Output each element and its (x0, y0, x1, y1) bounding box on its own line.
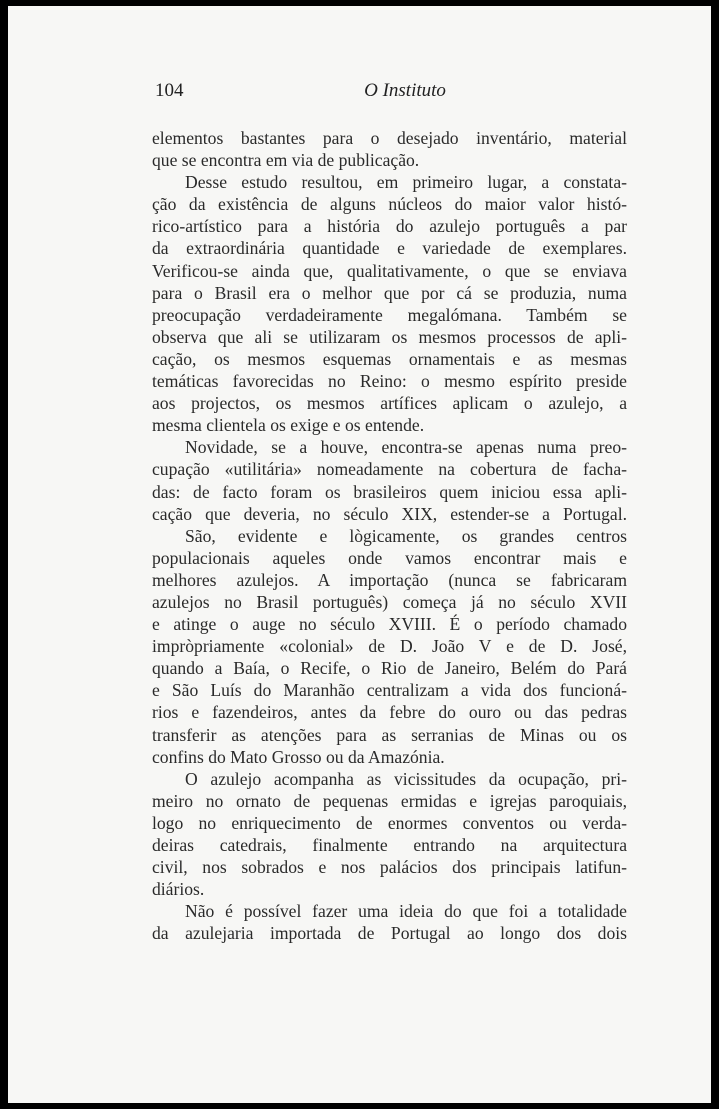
page-header (155, 80, 627, 108)
text-line: e atinge o auge no século XVIII. É o período chamado (152, 614, 627, 635)
text-line: azulejos no Brasil português) começa já no século XVII (152, 591, 627, 612)
text-line: mesma clientela os exige e os entende. (152, 415, 425, 436)
text-line: civil, nos sobrados e nos palácios dos principais latifun- (152, 857, 627, 878)
text-line: cação, os mesmos esquemas ornamentais e as mesmas (152, 348, 627, 369)
text-line: quando a Baía, o Recife, o Rio de Janeiro, Belém do Pará (152, 658, 627, 679)
text-line: que se encontra em via de publicação. (152, 150, 420, 171)
text-line: ção da existência de alguns núcleos do maior valor histó- (152, 194, 627, 215)
text-line: diários. (152, 879, 205, 900)
body-text (152, 127, 627, 944)
text-line: aos projectos, os mesmos artífices aplicam o azulejo, a (152, 393, 627, 414)
text-line: Não é possível fazer uma ideia do que foi a totalidade (185, 901, 627, 922)
text-line: melhores azulejos. A importação (nunca se fabricaram (152, 569, 627, 590)
text-line: observa que ali se utilizaram os mesmos processos de apli- (152, 326, 627, 347)
text-line: confins do Mato Grosso ou da Amazónia. (152, 746, 445, 767)
text-line: da extraordinária quantidade e variedade de exemplares. (152, 238, 627, 259)
text-line: Verificou-se ainda que, qualitativamente, o que se enviava (152, 260, 627, 281)
text-line: O azulejo acompanha as vicissitudes da ocupação, pri- (185, 768, 627, 789)
text-line: meiro no ornato de pequenas ermidas e igrejas paroquiais, (152, 790, 627, 811)
text-line: elementos bastantes para o desejado inventário, material (152, 128, 627, 148)
text-line: das: de facto foram os brasileiros quem iniciou essa apli- (152, 481, 627, 502)
text-line: cupação «utilitária» nomeadamente na cobertura de facha- (152, 459, 627, 480)
running-title: O Instituto (364, 80, 446, 101)
page-number: 104 (155, 80, 184, 101)
text-line: transferir as atenções para as serranias de Minas ou os (152, 724, 627, 745)
text-line: deiras catedrais, finalmente entrando na arquitectura (152, 835, 627, 855)
text-line: populacionais aqueles onde vamos encontrar mais e (152, 547, 627, 568)
text-line: da azulejaria importada de Portugal ao longo dos dois (152, 923, 627, 944)
text-line: rico-artístico para a história do azulejo português a par (152, 216, 627, 237)
text-line: temáticas favorecidas no Reino: o mesmo espírito preside (152, 371, 627, 392)
text-line: rios e fazendeiros, antes da febre do ouro ou das pedras (152, 702, 627, 723)
text-line: impròpriamente «colonial» de D. João V e de D. José, (152, 636, 627, 657)
text-line: logo no enriquecimento de enormes conventos ou verda- (152, 812, 627, 833)
text-line: para o Brasil era o melhor que por cá se produzia, numa (152, 282, 627, 303)
text-line: cação que deveria, no século XIX, estender-se a Portugal. (152, 503, 627, 524)
text-line: Novidade, se a houve, encontra-se apenas numa preo- (185, 437, 627, 458)
text-line: São, evidente e lògicamente, os grandes centros (185, 525, 627, 546)
text-line: Desse estudo resultou, em primeiro lugar, a constata- (185, 172, 627, 193)
text-line: e São Luís do Maranhão centralizam a vida dos funcioná- (152, 680, 627, 701)
text-line: preocupação verdadeiramente megalómana. Também se (152, 304, 627, 325)
